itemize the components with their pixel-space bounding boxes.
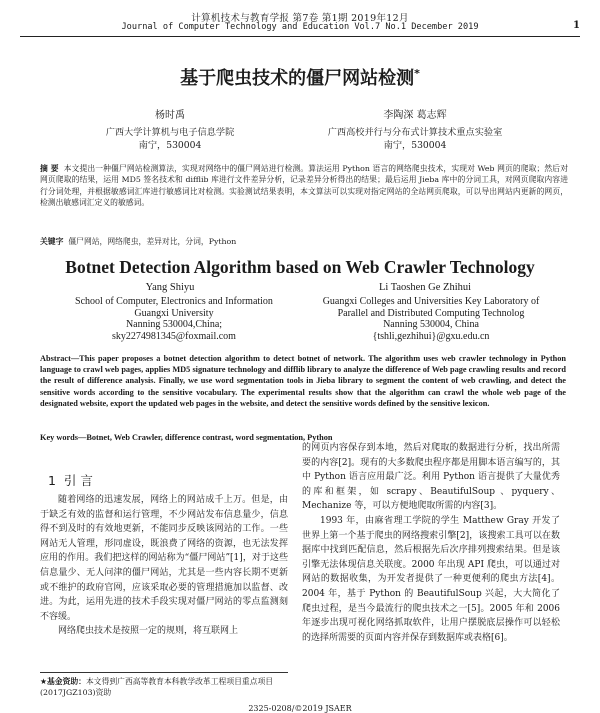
affiliation-en-right: [300, 296, 562, 342]
abstract-cn-label: 摘 要: [40, 164, 59, 173]
header-rule: [20, 36, 580, 37]
title-cn-text: 基于爬虫技术的僵尸网站检测: [180, 68, 415, 89]
body-paragraph: 网络爬虫技术是按照一定的规则，将互联网上: [58, 626, 239, 637]
abstract-en-text: —This paper proposes a botnet detection algorithm to detect botnet of network. The algorithm uses web crawler technology in Python language to crawl web pages, applies MD5 signature technology and difflib library to analyze the difference of Web page crawling results and record the result of difference analysis. Finally, we use word segmentation tools in Jieba library to segment the content of web crawling, and detect the sensitive words according to the sensitive vocabulary. The experimental results show that the algorithm can crawl the whole web page of the designated website, export the updated web pages in the website, and detect the sensitive words defined by the sensitive lexicon.: [40, 354, 566, 408]
body-paragraph: 1993 年，由麻省理工学院的学生 Matthew Gray 开发了世界上第一个基于爬虫的网络搜索引擎[2]，该搜索工具可以在数据库中找到匹配信息，然后根据先后次序排列搜索结果。但是该引擎无法体现信息关联度。2000 年出现 API 爬虫，可以通过对网站的数据收集，为开发者提供了一种更便利的爬虫方法[4]。2004 年，基于 Python 的 BeautifulSoup 兴起，大大简化了爬虫过程，是当今最流行的爬虫技术之一[5]。2005 年和 2006 年逐步出现可视化网络抓取软件，让用户摆脱底层操作可以轻松的选择所需要的页面内容并保存到数据库或表格[6]。: [302, 515, 560, 643]
affiliation-cn-right-line: 广西高校并行与分布式计算技术重点实验室: [327, 127, 503, 138]
paper-title-en: Botnet Detection Algorithm based on Web Crawler Technology: [65, 257, 535, 277]
affiliation-en-right-line: Nanning 530004, China: [383, 319, 479, 331]
running-header-cn: 计算机技术与教育学报 第7卷 第1期 2019年12月: [191, 13, 409, 24]
author-en-left: Yang Shiyu: [145, 282, 195, 293]
keywords-en-label: Key words: [40, 433, 79, 442]
footnote-rule: [40, 672, 288, 673]
affiliation-cn-right: [290, 126, 540, 152]
keywords-en-text: —Botnet, Web Crawler, difference contrast, word segmentation, Python: [78, 433, 333, 442]
keywords-cn: [40, 236, 236, 247]
author-email: {tshli,gezhihui}@gxu.edu.cn: [372, 330, 490, 342]
abstract-cn: [40, 163, 568, 208]
footnote-label: ★基金资助：: [40, 677, 86, 686]
section-heading: [48, 471, 93, 489]
affiliation-cn-right-line: 南宁，530004: [383, 140, 447, 151]
paper-title-cn: [0, 64, 600, 90]
abstract-cn-text: 本文提出一种僵尸网站检测算法，实现对网络中的僵尸网站进行检测。算法运用 Python 语言的网络爬虫技术，实现对 Web 网页的爬取；然后对网页爬取的结果，运用 MD5 签名技术和 difflib 库进行文件差异分析，记录差异分析得出的结果；最后运用 Jieba 库中的分词工具，对网页爬取内容进行分词处理，并根据敏感词汇库进行敏感词比对检测。实验测试结果表明，本文算法可以实现对指定网站的全站网页爬取，可以导出网站内更新的网页，检测出敏感词汇定义的敏感词。: [40, 164, 568, 207]
affiliation-cn-left-line: 南宁，530004: [138, 140, 202, 151]
keywords-en: [40, 433, 333, 442]
author-cn-left: 杨时禹: [155, 110, 185, 121]
section-title: 引 言: [63, 473, 93, 488]
keywords-cn-label: 关键字: [40, 237, 64, 246]
affiliation-en-left: [58, 296, 290, 342]
author-en-right: Li Taoshen Ge Zhihui: [378, 282, 472, 293]
abstract-en-label: Abstract: [40, 354, 71, 363]
issn-footer: 2325-0208/©2019 JSAER: [248, 704, 352, 713]
body-column-left: [40, 493, 288, 639]
body-paragraph: 的网页内容保存到本地，然后对爬取的数据进行分析，找出所需要的内容[2]。现有的大多数爬虫程序都是用脚本语言编写的，其中 Python 语言应用最广泛。利用 Python 语言提供了大量优秀的库和框架，如 scrapy、BeautifulSoup 、pyquery、Mechanize 等，可以方便地爬取所需的内容[3]。: [302, 443, 560, 512]
title-footnote-mark: *: [414, 67, 420, 80]
section-number: 1: [48, 473, 56, 488]
author-email: sky2274981345@foxmail.com: [112, 330, 236, 342]
affiliation-en-left-line: Nanning 530004,China;: [125, 319, 223, 331]
footnote: [40, 676, 288, 698]
keywords-cn-text: 僵尸网站，网络爬虫，差异对比，分词，Python: [68, 237, 237, 246]
author-cn-right: 李陶深 葛志辉: [383, 110, 447, 121]
abstract-en: [40, 353, 566, 409]
affiliation-cn-left: [70, 126, 270, 152]
footnote-text: 本文得到广西高等教育本科教学改革工程项目重点项目(2017JGZ103)资助: [40, 677, 274, 697]
affiliation-en-left-line: School of Computer, Electronics and Information: [75, 296, 273, 307]
affiliation-cn-left-line: 广西大学计算机与电子信息学院: [105, 127, 235, 138]
affiliation-en-right-line: Parallel and Distributed Computing Technolog: [337, 307, 525, 319]
body-paragraph: 随着网络的迅速发展，网络上的网站成千上万。但是，由于缺乏有效的监督和运行管理，不少网站发布信息量少，信息得不到及时的有效地更新，不能同步反映该网站的工作。一些网站无人管理，形同虚设，既浪费了网络的资源，也无法发挥应用的作用。我们把这样的网站称为“僵尸网站”[1]，对于这些信息量少、无人问津的僵尸网站，尤其是一些内容长期不更新或不维护的政府官网，应该采取必要的管理措施加以监督、改进。为此，运用先进的技术手段实现对僵尸网站的零点监测刻不容缓。: [40, 495, 288, 622]
page-number: 1: [573, 20, 580, 31]
body-column-right: [302, 441, 560, 645]
affiliation-en-left-line: Guangxi University: [134, 307, 214, 319]
running-header-en: Journal of Computer Technology and Education Vol.7 No.1 December 2019: [121, 22, 479, 32]
affiliation-en-right-line: Guangxi Colleges and Universities Key Laboratory of: [322, 296, 540, 307]
